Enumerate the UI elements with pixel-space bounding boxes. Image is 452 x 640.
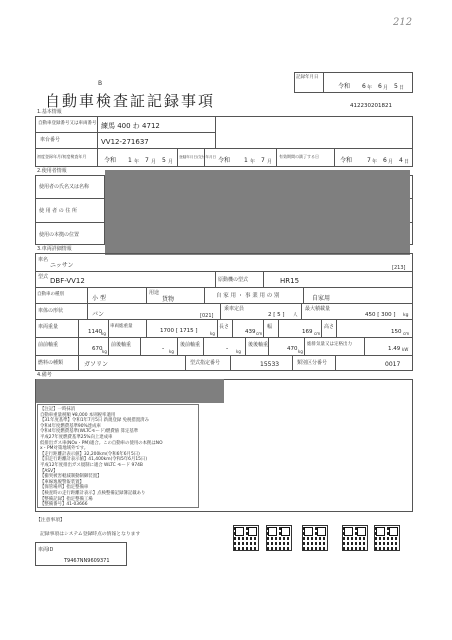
remark-line: 【検査時の走行距離計表示】点検整備記録簿記載あり — [40, 490, 146, 496]
weight-value: 1140 — [88, 329, 102, 335]
document-title: 自動車検査証記録事項 — [45, 92, 216, 110]
front-rear-axle-label: 前後軸重 — [111, 342, 132, 348]
front-rear-axle-unit: kg — [169, 349, 174, 354]
reg-number-value: 練馬 400 わ 4712 — [101, 122, 160, 130]
remark-line: 【衝突被害軽減制動制御装置】 — [40, 474, 102, 480]
length-unit: cm — [256, 331, 263, 336]
maker-label: 車名 — [38, 257, 49, 263]
engine-value: HR15 — [280, 277, 300, 285]
class-label: 類別区分番号 — [297, 360, 328, 366]
body-code: [021] — [200, 313, 214, 319]
section-basic-title: 1.基本情報 — [37, 109, 62, 115]
gross-label: 車両総重量 — [110, 324, 133, 329]
remark-line: 【保管場所】指定整備車 — [40, 485, 89, 491]
model-value: DBF-VV12 — [50, 277, 85, 285]
private-value: 自家用 — [312, 295, 331, 302]
height-label: 高さ — [324, 324, 335, 330]
capacity-unit: 人 — [293, 313, 298, 318]
car-id-value: T9467NN9609371 — [64, 558, 110, 564]
rear-front-axle-label: 後前軸重 — [180, 342, 201, 348]
weight-unit: kg — [101, 331, 106, 336]
remark-line: 【31年度基準】令和1年7月5日 新規登録 免税措置済み — [40, 418, 149, 424]
body-value: バン — [92, 311, 105, 318]
reg-number-label: 自動車登録番号又は車両番号 — [38, 121, 97, 126]
rear-rear-axle-unit: kg — [298, 349, 303, 354]
max-load-unit: kg — [403, 313, 409, 318]
car-id-label: 車両ID — [38, 547, 54, 553]
use-value: 貨物 — [162, 296, 175, 303]
max-load-label: 最大積載量 — [305, 306, 331, 312]
gross-value: 1700 [ 1715 ] — [160, 328, 198, 334]
kind-label: 自動車の種別 — [37, 292, 64, 297]
qr-code — [342, 525, 368, 551]
reg-date-era: 令和 — [218, 157, 231, 164]
issue-date-label: 記録年月日 — [296, 75, 319, 80]
user-base-label: 使用の本拠の位置 — [39, 232, 80, 238]
length-value: 439 — [245, 329, 256, 335]
reg-date-month: 7 — [261, 157, 265, 164]
redaction-block-remarks — [36, 379, 224, 403]
remark-line: 【注記】一時抹消 — [40, 407, 76, 412]
first-reg-month: 7 — [145, 157, 149, 164]
footer-label: 【注意事項】 — [36, 518, 65, 523]
front-front-axle-value: 670 — [92, 346, 103, 352]
chassis-value: VV12-271637 — [101, 138, 149, 146]
first-reg-label: 初度登録年月/初度検査年月 — [37, 154, 87, 159]
remark-line: 【ASV】 — [40, 468, 58, 474]
remark-line: 低排出ガス車(NOx・PM)適合。この自動車の使用の本拠はNO — [40, 440, 163, 446]
chassis-label: 車台番号 — [40, 137, 61, 143]
height-value: 150 — [391, 329, 402, 335]
document-number: 412230201821 — [350, 103, 392, 109]
maker-code: [213] — [392, 265, 406, 271]
weight-label: 車両重量 — [38, 324, 59, 330]
qr-code — [302, 525, 328, 551]
displacement-unit: kW — [402, 347, 409, 352]
issue-date-year: 6 — [362, 83, 366, 90]
capacity-value: 2 [ 5 ] — [268, 312, 285, 318]
remark-line: 【整備記録】指定整備工場 — [40, 496, 93, 502]
expiry-day: 4 — [399, 157, 403, 164]
height-unit: cm — [403, 331, 410, 336]
remark-line: 【旧走行距離計表示値】41,400km(令和5年6月15日) — [40, 457, 148, 463]
rear-rear-axle-value: 470 — [287, 346, 298, 352]
section-user-title: 2.使用者情報 — [37, 168, 67, 174]
remark-line: 令和4年度燃費基準(WLTCモード)燃費値 算定基準 — [40, 429, 139, 435]
displacement-label: 総排気量又は定格出力 — [307, 342, 352, 347]
private-label: 自 家 用 ・ 事 業 用 の 別 — [216, 293, 280, 299]
width-value: 169 — [302, 329, 313, 335]
front-front-axle-label: 前前軸重 — [38, 342, 59, 348]
class-value: 0017 — [385, 361, 401, 368]
remarks-lines — [40, 407, 198, 508]
use-label: 用途 — [149, 290, 160, 296]
rear-front-axle-unit: kg — [236, 349, 241, 354]
rear-front-axle-value: - — [226, 345, 229, 352]
remark-line: 【走行距離計表示値】32,200km(令和6年6月5日) — [40, 451, 140, 457]
qr-code — [374, 525, 400, 551]
remark-line: x・PM対策地域外です。 — [40, 446, 89, 452]
qr-code — [233, 525, 259, 551]
expiry-month: 6 — [383, 157, 387, 164]
length-label: 長さ — [219, 324, 230, 330]
expiry-year: 7 — [367, 157, 371, 164]
section-remarks-title: 4.備考 — [37, 372, 52, 378]
remark-line: 令和4年度燃費基準90%達成車 — [40, 423, 101, 429]
gross-unit: kg — [210, 331, 215, 336]
remark-line: 自動車重量税額 ¥8,000 本則税率適用 — [40, 412, 116, 418]
first-reg-year: 1 — [128, 157, 132, 164]
width-unit: cm — [314, 331, 321, 336]
body-label: 車体の形状 — [38, 308, 64, 314]
expiry-label: 有効期間の満了する日 — [279, 154, 319, 159]
first-reg-suffix: 月 — [168, 159, 174, 165]
model-label: 型式 — [38, 274, 49, 280]
rear-rear-axle-label: 後後軸重 — [248, 342, 269, 348]
displacement-value: 1.49 — [388, 346, 401, 352]
issue-date-month: 6 — [378, 83, 382, 90]
type-cert-value: 15533 — [260, 361, 280, 368]
user-address-label: 使 用 者 の 住 所 — [39, 208, 77, 214]
section-vehicle-title: 3.車両詳細情報 — [37, 246, 72, 252]
qr-code — [266, 525, 292, 551]
first-reg-era: 令和 — [104, 157, 117, 164]
handwritten-page-number: 212 — [393, 17, 413, 28]
remark-line: 【車線逸脱警報装置】 — [40, 479, 84, 485]
front-rear-axle-value: - — [162, 345, 165, 352]
engine-label: 原動機の型式 — [218, 277, 249, 283]
width-label: 幅 — [267, 324, 273, 330]
remark-line: 平成27年度燃費基準25%向上達成車 — [40, 434, 113, 440]
type-cert-label: 型式指定番号 — [190, 360, 221, 366]
expiry-era: 令和 — [340, 157, 353, 164]
issue-date-day: 5 — [394, 83, 398, 90]
maker-value: ニッサン — [50, 262, 74, 269]
reg-date-label: 登録年月日/交付年月日 — [179, 155, 217, 159]
reg-date-year: 1 — [244, 157, 248, 164]
capacity-label: 乗車定員 — [224, 306, 245, 312]
remark-line: 【整備番号】41-03666 — [40, 502, 88, 508]
max-load-value: 450 [ 300 ] — [365, 312, 396, 318]
footer-note: 記録事項はシステム登録時点の情報となります — [40, 532, 141, 537]
first-reg-day: 5 — [162, 157, 166, 164]
header-letter: B — [98, 80, 103, 87]
kind-value: 小 型 — [92, 295, 106, 302]
user-name-label: 使用者の氏名又は名称 — [39, 184, 90, 190]
redaction-block-user — [105, 170, 410, 255]
remark-line: 平成12年度排出ガス規制に適合 WLTC モード 974B — [40, 462, 143, 468]
fuel-value: ガソリン — [84, 361, 109, 368]
front-front-axle-unit: kg — [102, 349, 107, 354]
issue-date-era: 令和 — [338, 83, 351, 90]
fuel-label: 燃料の種類 — [38, 360, 64, 366]
reg-date-suffix: 月 — [267, 159, 273, 165]
